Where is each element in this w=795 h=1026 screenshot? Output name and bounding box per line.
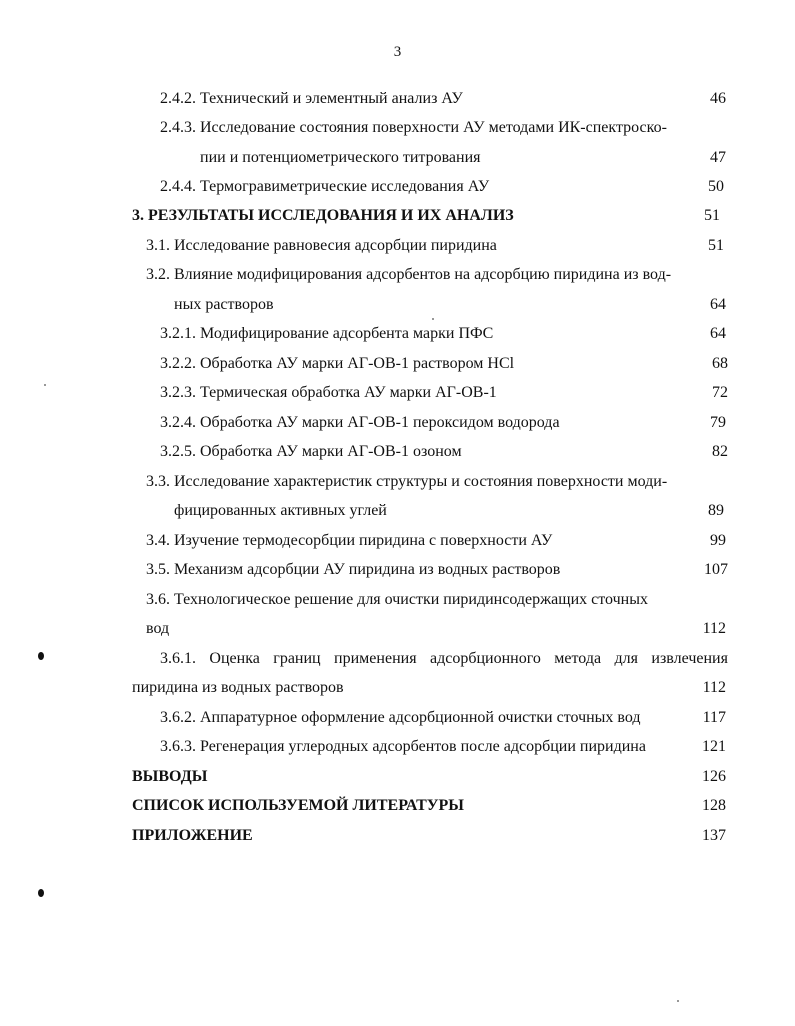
scan-mark bbox=[38, 889, 44, 897]
toc-entry-justified bbox=[160, 649, 728, 669]
word: метода bbox=[554, 650, 602, 667]
toc-entry-page: 99 bbox=[710, 532, 726, 549]
toc-entry-page: 137 bbox=[702, 827, 726, 844]
toc-entry-page: 50 bbox=[708, 178, 724, 195]
toc-entry-page: 64 bbox=[710, 325, 726, 342]
scan-mark bbox=[38, 652, 44, 660]
toc-entry-text: 3.2.5. Обработка АУ марки АГ-ОВ-1 озоном bbox=[160, 443, 462, 460]
toc-entry-page: 51 bbox=[708, 237, 724, 254]
toc-entry-text: 3.6.2. Аппаратурное оформление адсорбционной очистки сточных вод bbox=[160, 709, 641, 726]
toc-entry-text: пиридина из водных растворов bbox=[132, 679, 344, 696]
toc-entry-text: пии и потенциометрического титрования bbox=[200, 149, 481, 166]
toc-chapter-title: 3. РЕЗУЛЬТАТЫ ИССЛЕДОВАНИЯ И ИХ АНАЛИЗ bbox=[132, 207, 514, 224]
toc-entry-page: 112 bbox=[702, 679, 726, 696]
toc-entry-page: 117 bbox=[702, 709, 726, 726]
scan-speck bbox=[44, 384, 46, 386]
toc-chapter-title: СПИСОК ИСПОЛЬЗУЕМОЙ ЛИТЕРАТУРЫ bbox=[132, 797, 464, 814]
toc-entry-text: 3.2. Влияние модифицирования адсорбентов на адсорбцию пиридина из вод- bbox=[146, 266, 672, 283]
toc-entry-text: 3.2.2. Обработка АУ марки АГ-ОВ-1 раствором HCl bbox=[160, 355, 515, 372]
toc-entry-page: 68 bbox=[712, 355, 728, 372]
toc-entry-page: 47 bbox=[710, 149, 726, 166]
scan-speck bbox=[677, 1000, 679, 1002]
word: 3.6.1. bbox=[160, 650, 196, 667]
toc-entry-text: ных растворов bbox=[174, 296, 274, 313]
page-number: 3 bbox=[393, 44, 402, 60]
toc-entry-page: 89 bbox=[708, 502, 724, 519]
word: границ bbox=[273, 650, 321, 667]
toc-entry-text: 3.4. Изучение термодесорбции пиридина с поверхности АУ bbox=[146, 532, 553, 549]
scan-speck bbox=[432, 318, 434, 320]
toc-chapter-title: ПРИЛОЖЕНИЕ bbox=[132, 827, 253, 844]
toc-entry-page: 64 bbox=[710, 296, 726, 313]
toc-entry-text: 2.4.4. Термогравиметрические исследования АУ bbox=[160, 178, 490, 195]
toc-entry-text: 3.6.3. Регенерация углеродных адсорбентов после адсорбции пиридина bbox=[160, 738, 646, 755]
toc-entry-text: 2.4.3. Исследование состояния поверхности АУ методами ИК-спектроско- bbox=[160, 119, 667, 136]
toc-entry-page: 128 bbox=[702, 797, 726, 814]
toc-chapter-title: ВЫВОДЫ bbox=[132, 768, 208, 785]
toc-entry-page: 121 bbox=[702, 738, 726, 755]
toc-entry-page: 107 bbox=[704, 561, 728, 578]
toc-entry-page: 112 bbox=[702, 620, 726, 637]
word: адсорбционного bbox=[429, 650, 541, 667]
toc-entry-text: 3.2.4. Обработка АУ марки АГ-ОВ-1 пероксидом водорода bbox=[160, 414, 560, 431]
word: Оценка bbox=[209, 650, 260, 667]
toc-entry-text: 3.3. Исследование характеристик структуры и состояния поверхности моди- bbox=[146, 473, 668, 490]
toc-entry-text: 3.6. Технологическое решение для очистки пиридинсодержащих сточных bbox=[146, 591, 648, 608]
toc-entry-page: 82 bbox=[712, 443, 728, 460]
toc-entry-page: 72 bbox=[712, 384, 728, 401]
toc-entry-page: 51 bbox=[704, 207, 720, 224]
toc-entry-text: вод bbox=[146, 620, 170, 637]
toc-entry-page: 126 bbox=[702, 768, 726, 785]
toc-entry-text: 2.4.2. Технический и элементный анализ АУ bbox=[160, 90, 463, 107]
toc-entry-page: 46 bbox=[710, 90, 726, 107]
word: для bbox=[614, 650, 638, 667]
toc-entry-text: 3.2.3. Термическая обработка АУ марки АГ-ОВ-1 bbox=[160, 384, 497, 401]
toc-entry-text: 3.5. Механизм адсорбции АУ пиридина из водных растворов bbox=[146, 561, 561, 578]
toc-entry-text: фицированных активных углей bbox=[174, 502, 387, 519]
toc-entry-page: 79 bbox=[710, 414, 726, 431]
toc-entry-text: 3.1. Исследование равновесия адсорбции пиридина bbox=[146, 237, 497, 254]
word: извлечения bbox=[651, 650, 728, 667]
toc-entry-text: 3.2.1. Модифицирование адсорбента марки ПФС bbox=[160, 325, 494, 342]
word: применения bbox=[334, 650, 417, 667]
